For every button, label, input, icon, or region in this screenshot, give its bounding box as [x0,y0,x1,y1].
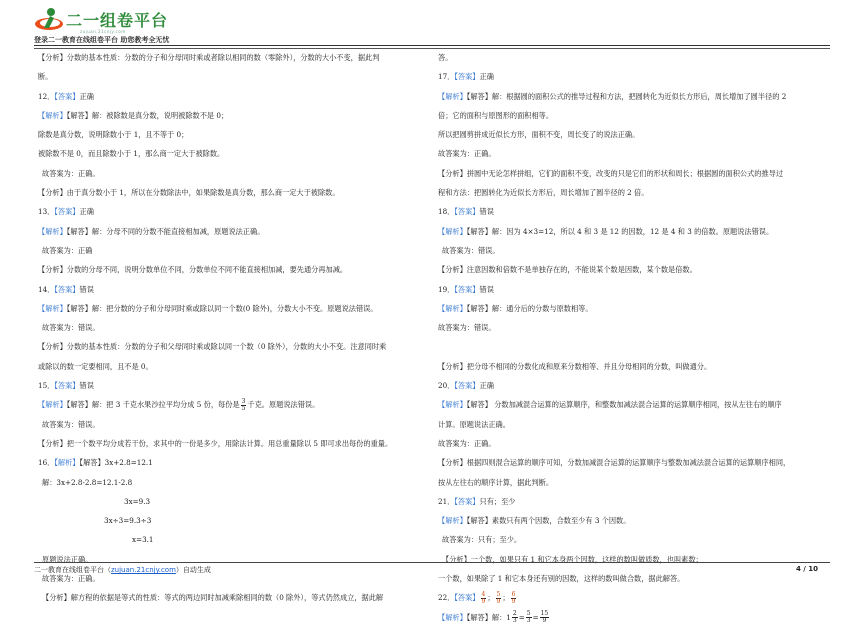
analysis-text: 【分析】把分母不相同的分数化成和原来分数相等、并且分母相同的分数，叫做通分。 [438,361,712,371]
analysis-text: 【分析】把一个数平均分成若干份，求其中的一份是多少，用除法计算。用总重量除以 5 即可求出每份的重量。 [38,438,393,448]
solution-line: 原题说法正确。 [42,554,93,564]
solution-line: 故答案为：正确 [42,245,93,255]
fraction: $\frac{5}{9}$ [496,590,501,605]
solution-line: 被除数不是 0，而且除数小于 1，那么商一定大于被除数。 [38,149,225,159]
analysis-text: 【分析】解方程的依据是等式的性质：等式的两边同时加减乘除相同的数（0 除外），等式仍然成立，据此解 [42,593,384,603]
question-12-answer: 12．【答案】正确 [38,91,94,101]
blank-line [438,337,830,356]
solution-line: 故答案为：正确。 [42,168,100,178]
analysis-text: 【分析】由于真分数小于 1，所以在分数除法中，如果除数是真分数，那么商一定大于被除数。 [38,188,340,198]
equation-step: 解：3x+2.8-2.8=12.1-2.8 [42,477,133,487]
footer-source: 二一教育在线组卷平台（zujuan.21cnjy.com）自动生成 [34,566,211,574]
equation-step: x=3.1 [132,535,154,545]
question-18-answer: 18．【答案】错误 [438,207,494,217]
question-17-answer: 17．【答案】正确 [438,72,494,82]
analysis-text: 【分析】分数的分母不同，说明分数单位不同，分数单位不同不能直接相加减，要先通分再加减。 [38,265,348,275]
question-15-solution: 【解析】【解答】解：把 3 千克水果沙拉平均分成 5 份，每份是 $\frac{3}{5}$ 千克。原题说法错误。 [38,397,320,412]
fraction: $\frac{3}{5}$ [241,397,246,412]
question-18-solution: 【解析】【解答】解：因为 4×3=12，所以 4 和 3 是 12 的因数，12 是 4 和 3 的倍数。原题说法错误。 [438,226,774,236]
fraction: $\frac{15}{9}$ [540,610,549,625]
solution-line: 倍；它的面积与原图形的面积相等。 [438,110,554,120]
question-17-solution: 【解析】【解答】解：根据圆的面积公式的推导过程和方法，把圆转化为近似长方形后，周长增加了圆半径的 2 [438,91,787,101]
solution-line: 故答案为：错误。 [442,245,500,255]
logo-text: 二一组卷平台 [66,10,169,30]
question-22-solution: 【解析】【解答】解：1 $\frac{2}{3}$ = $\frac{5}{3}$ = $\frac{15}{9}$ [438,610,549,625]
analysis-text: 【分析】拼圆中无论怎样拼组，它们的面积不变，改变的只是它们的形状和周长；根据圆的面积公式的推导过 [438,168,784,178]
fraction: $\frac{6}{9}$ [511,590,516,605]
question-13-answer: 13．【答案】正确 [38,207,94,217]
analysis-text: 答。 [438,53,453,62]
solution-line: 计算。原题说法正确。 [438,419,510,429]
header-divider [34,45,830,46]
question-19-answer: 19．【答案】错误 [438,284,494,294]
solution-line: 除数是真分数，说明除数小于 1，且不等于 0； [38,130,189,140]
solution-line: 故答案为：错误。 [438,323,496,333]
footer-site-link[interactable]: zujuan.21cnjy.com [111,566,176,574]
analysis-text: 【分析】根据四则混合运算的顺序可知，分数加减混合运算的运算顺序与整数加减法混合运算的运算顺序相同， [438,458,791,468]
analysis-text: 一个数，如果除了 1 和它本身还有别的因数，这样的数叫做合数，据此解答。 [438,574,685,584]
question-19-solution: 【解析】【解答】解：通分后的分数与原数相等。 [438,303,593,313]
right-column [438,48,830,627]
logo-subtext: zujuan.21cnjy.com [80,29,126,34]
solution-line: 故答案为：只有；至少。 [442,535,522,545]
solution-line: 故答案为：错误。 [42,419,100,429]
solution-line: 故答案为：正确。 [42,574,100,584]
question-22-answer: 22．【答案】 $\frac{4}{9}$ ； $\frac{5}{9}$ ； $\frac{6}{9}$ [438,590,516,605]
header-slogan: 登录二一教育在线组卷平台 助您教考全无忧 [34,36,170,44]
question-21-solution: 【解析】【解答】素数只有两个因数，合数至少有 3 个因数。 [438,516,631,526]
analysis-text: 【分析】注意因数和倍数不是单独存在的，不能说某个数是因数，某个数是倍数。 [438,265,697,275]
analysis-text: 程和方法：把圆转化为近似长方形后，周长增加了圆半径的 2 倍。 [438,188,649,198]
equation-step: 3x÷3=9.3÷3 [104,516,152,526]
question-13-solution: 【解析】【解答】解：分母不同的分数不能直接相加减，原题说法正确。 [38,226,265,236]
left-column [38,48,428,608]
site-logo[interactable] [34,6,168,32]
fraction: $\frac{5}{3}$ [526,610,531,625]
question-20-answer: 20．【答案】正确 [438,381,494,391]
logo-person-icon [34,6,64,32]
question-20-solution: 【解析】【解答】 分数加减混合运算的运算顺序，和整数加减法混合运算的运算顺序相同，按从左往右的顺序 [438,400,782,410]
analysis-text: 【分析】分数的基本性质：分数的分子和父母同时乘或除以同一个数（0 除外），分数的大小不变。注意同时乘 [38,342,387,352]
footer-divider [34,562,830,563]
solution-line: 故答案为：错误。 [42,323,100,333]
analysis-text: 【分析】分数的基本性质：分数的分子和分母同时乘或者除以相同的数（零除外），分数的大小不变，据此判 [38,53,380,62]
solution-line: 故答案为：正确。 [438,149,496,159]
page-number: 4 / 10 [795,565,818,573]
solution-line: 所以把圆剪拼成近似长方形，面积不变，周长变了的说法正确。 [438,130,640,140]
fraction: $\frac{4}{9}$ [481,590,486,605]
analysis-text: 按从左往右的顺序计算，据此判断。 [438,477,554,487]
question-14-solution: 【解析】【解答】解：把分数的分子和分母同时乘或除以同一个数(0 除外)，分数大小不变。原题说法错误。 [38,303,378,313]
question-14-answer: 14．【答案】错误 [38,284,94,294]
question-16-solution: 16．【解析】【解答】3x+2.8=12.1 [38,458,153,468]
analysis-text: 或除以的数一定要相同，且不是 0。 [38,361,153,371]
question-12-solution: 【解析】【解答】解：被除数是真分数，说明被除数不是 0； [38,110,229,120]
question-15-answer: 15．【答案】错误 [38,381,94,391]
equation-step: 3x=9.3 [124,496,151,506]
analysis-text: 断。 [38,72,53,82]
fraction: $\frac{2}{3}$ [512,610,517,625]
solution-line: 故答案为：正确。 [438,438,496,448]
analysis-text: 【分析】一个数，如果只有 1 和它本身两个因数，这样的数叫做质数，也叫素数； [442,554,703,564]
question-21-answer: 21．【答案】只有；至少 [438,496,516,506]
